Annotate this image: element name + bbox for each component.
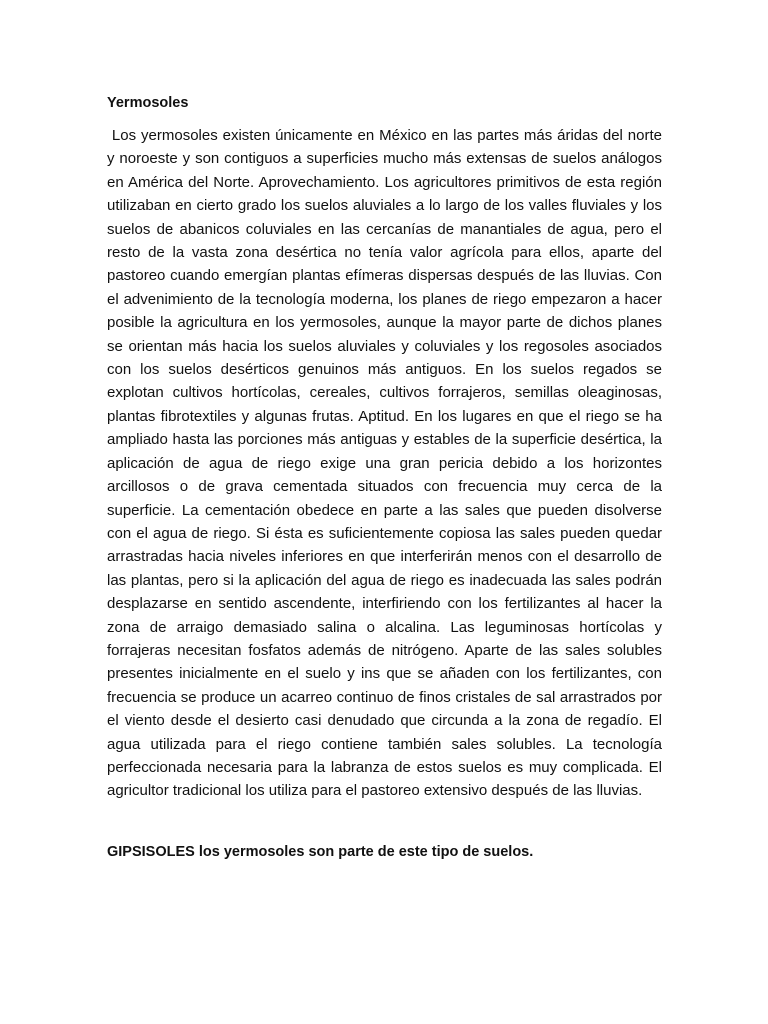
closing-heading: GIPSISOLES los yermosoles son parte de este tipo de suelos.: [107, 843, 534, 860]
section-heading: Yermosoles: [107, 95, 189, 111]
document-content: [107, 93, 667, 862]
body-paragraph: Los yermosoles existen únicamente en México en las partes más áridas del norte y noroeste y son contiguos a superficies mucho más extensas de suelos análogos en América del Norte. Aprovechamiento. Los agricultores primitivos de esta región utilizaban en cierto grado los suelos aluviales a lo largo de los valles fluviales y los suelos de abanicos coluviales en las cercanías de manantiales de agua, pero el resto de la vasta zona desértica no tenía valor agrícola para ellos, aparte del pastoreo cuando emergían plantas efímeras dispersas después de las lluvias. Con el advenimiento de la tecnología moderna, los planes de riego empezaron a hacer posible la agricultura en los yermosoles, aunque la mayor parte de dichos planes se orientan más hacia los suelos aluviales y coluviales y los regosoles asociados con los suelos desérticos genuinos más antiguos. En los suelos regados se explotan cultivos hortícolas, cereales, cultivos forrajeros, semillas oleaginosas, plantas fibrotextiles y algunas frutas. Aptitud. En los lugares en que el riego se ha ampliado hasta las porciones más antiguas y estables de la superficie desértica, la aplicación de agua de riego exige una gran pericia debido a los horizontes arcillosos o de grava cementada situados con frecuencia muy cerca de la superficie. La cementación obedece en parte a las sales que pueden disolverse con el agua de riego. Si ésta es suficientemente copiosa las sales pueden quedar arrastradas hacia niveles inferiores en que interferirán menos con el desarrollo de las plantas, pero si la aplicación del agua de riego es inadecuada las sales podrán desplazarse en sentido ascendente, interfiriendo con los fertilizantes al hacer la zona de arraigo demasiado salina o alcalina. Las leguminosas hortícolas y forrajeras necesitan fosfatos además de nitrógeno. Aparte de las sales solubles presentes inicialmente en el suelo y ins que se añaden con los fertilizantes, con frecuencia se produce un acarreo continuo de finos cristales de sal arrastrados por el viento desde el desierto casi denudado que circunda a la zona de regadío. El agua utilizada para el riego contiene también sales solubles. La tecnología perfeccionada necesaria para la labranza de estos suelos es muy complicada. El agricultor tradicional los utiliza para el pastoreo extensivo después de las lluvias.: [107, 127, 667, 800]
